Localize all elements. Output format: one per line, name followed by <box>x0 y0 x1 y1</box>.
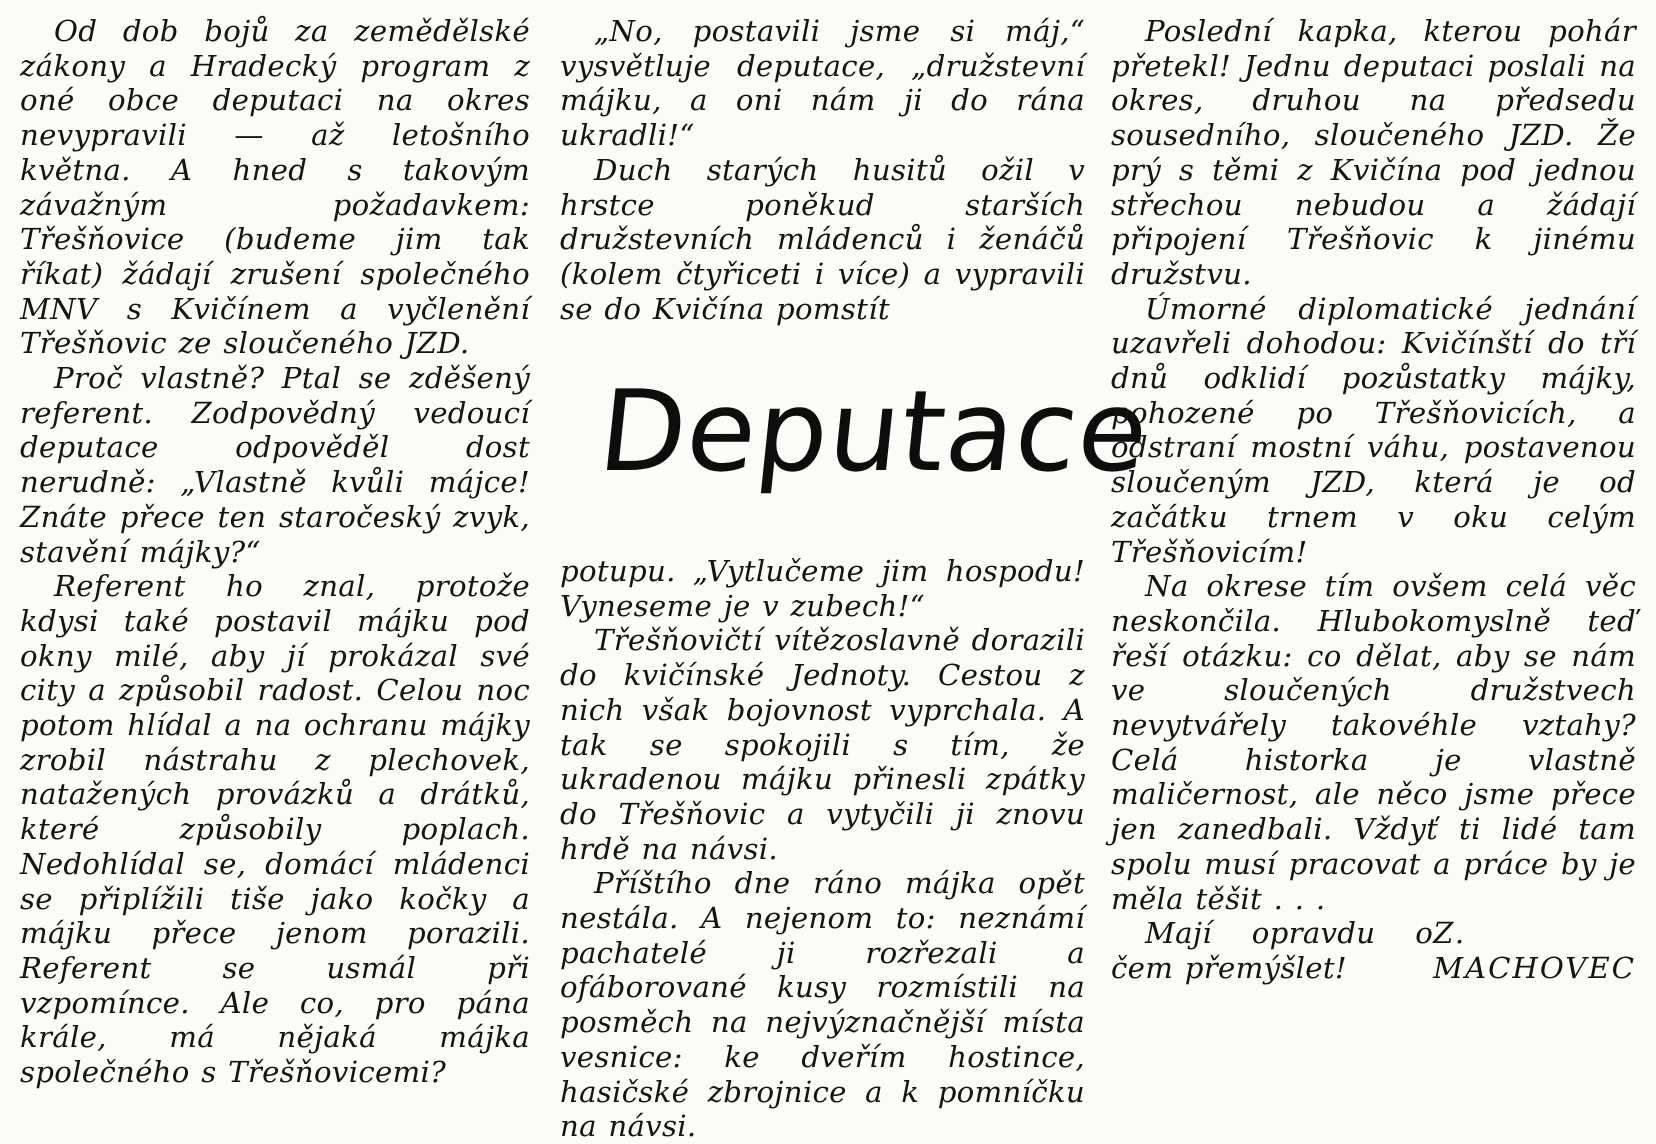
article-column-1 <box>20 14 530 1090</box>
article-column-3 <box>1111 14 1636 986</box>
closing-text <box>1111 916 1433 985</box>
article-column-2-bottom <box>560 554 1085 1144</box>
article-title: Deputace <box>593 367 1156 497</box>
paragraph <box>560 14 1085 153</box>
paragraph <box>1111 14 1636 292</box>
paragraph-text: Třešňovičtí vítězoslavně dorazili do kvičínské Jednoty. Cestou z nich však bojovnost vyprchala. A tak se spokojili s tím, že ukradenou májku přinesli zpátky do Třešňovic a vytyčili ji znovu hrdě na návsi. <box>560 623 1085 866</box>
paragraph <box>20 361 530 569</box>
author-signature: Z. MACHOVEC <box>1433 916 1636 985</box>
article-column-2-top <box>560 14 1085 326</box>
paragraph-text: potupu. „Vytlučeme jim hospodu! Vyneseme je v zubech!“ <box>560 554 1085 623</box>
paragraph-text: Mají opravdu o čem přemýšlet! <box>1111 916 1434 985</box>
paragraph <box>20 14 530 361</box>
paragraph-text: Od dob bojů za zemědělské zákony a Hradecký program z oné obce deputaci na okres nevypravili — až letošního května. A hned s takovým závažným požadavkem: Třešňovice (budeme jim tak říkat) žádají zrušení společného MNV s Kvičínem a vyčlenění Třešňovic ze sloučeného JZD. <box>20 14 530 361</box>
paragraph <box>1111 569 1636 916</box>
closing-line <box>1111 916 1636 985</box>
paragraph-text: Na okrese tím ovšem celá věc neskončila. Hlubokomyslně teď řeší otázku: co dělat, aby se nám ve sloučených družstvech nevytvářely takovéhle vztahy? Celá historka je vlastně maličernost, ale něco jsme přece jen zanedbali. Vždyť ti lidé tam spolu musí pracovat a práce by je měla těšit . . . <box>1111 569 1636 916</box>
paragraph-text: Úmorné diplomatické jednání uzavřeli dohodou: Kvičínští do tří dnů odklidí pozůstatky májky, pohozené po Třešňovicích, a odstraní mostní váhu, postavenou sloučeným JZD, která je od začátku trnem v oku celým Třešňovicím! <box>1111 291 1636 569</box>
paragraph-text: Referent ho znal, protože kdysi také postavil májku pod okny milé, aby jí prokázal své city a způsobil radost. Celou noc potom hlídal a na ochranu májky zrobil nástrahu z plechovek, natažených provázků a drátků, které způsobily poplach. Nedohlídal se, domácí mládenci se připlížili tiše jako kočky a májku přece jenom porazili. Referent se usmál při vzpomínce. Ale co, pro pána krále, má nějaká májka společného s Třešňovicemi? <box>20 569 530 1090</box>
paragraph-text: Příštího dne ráno májka opět nestála. A nejenom to: neznámí pachatelé ji rozřezali a ofáborované kusy rozmístili na posměch na nejvýznačnější místa vesnice: ke dveřím hostince, hasičské zbrojnice a k pomníčku na návsi. <box>560 866 1085 1144</box>
paragraph <box>560 554 1085 623</box>
paragraph <box>1111 292 1636 570</box>
paragraph <box>560 866 1085 1144</box>
paragraph-text: Proč vlastně? Ptal se zděšený referent. Zodpovědný vedoucí deputace odpověděl dost nerudně: „Vlastně kvůli májce! Znáte přece ten staročeský zvyk, stavění májky?“ <box>20 361 530 569</box>
paragraph-text: Duch starých husitů ožil v hrstce poněkud starších družstevních mládenců i ženáčů (kolem čtyřiceti i více) a vypravili se do Kvičína pomstít <box>560 152 1085 326</box>
paragraph <box>560 623 1085 866</box>
paragraph-text: Poslední kapka, kterou pohár přetekl! Jednu deputaci poslali na okres, druhou na předsedu sousedního, sloučeného JZD. Že prý s těmi z Kvičína pod jednou střechou nebudou a žádají připojení Třešňovic k jinému družstvu. <box>1111 14 1636 291</box>
paragraph-text: „No, postavili jsme si máj,“ vysvětluje deputace, „družstevní májku, a oni nám ji do rána ukradli!“ <box>560 14 1085 153</box>
paragraph <box>560 153 1085 327</box>
paragraph <box>20 569 530 1090</box>
